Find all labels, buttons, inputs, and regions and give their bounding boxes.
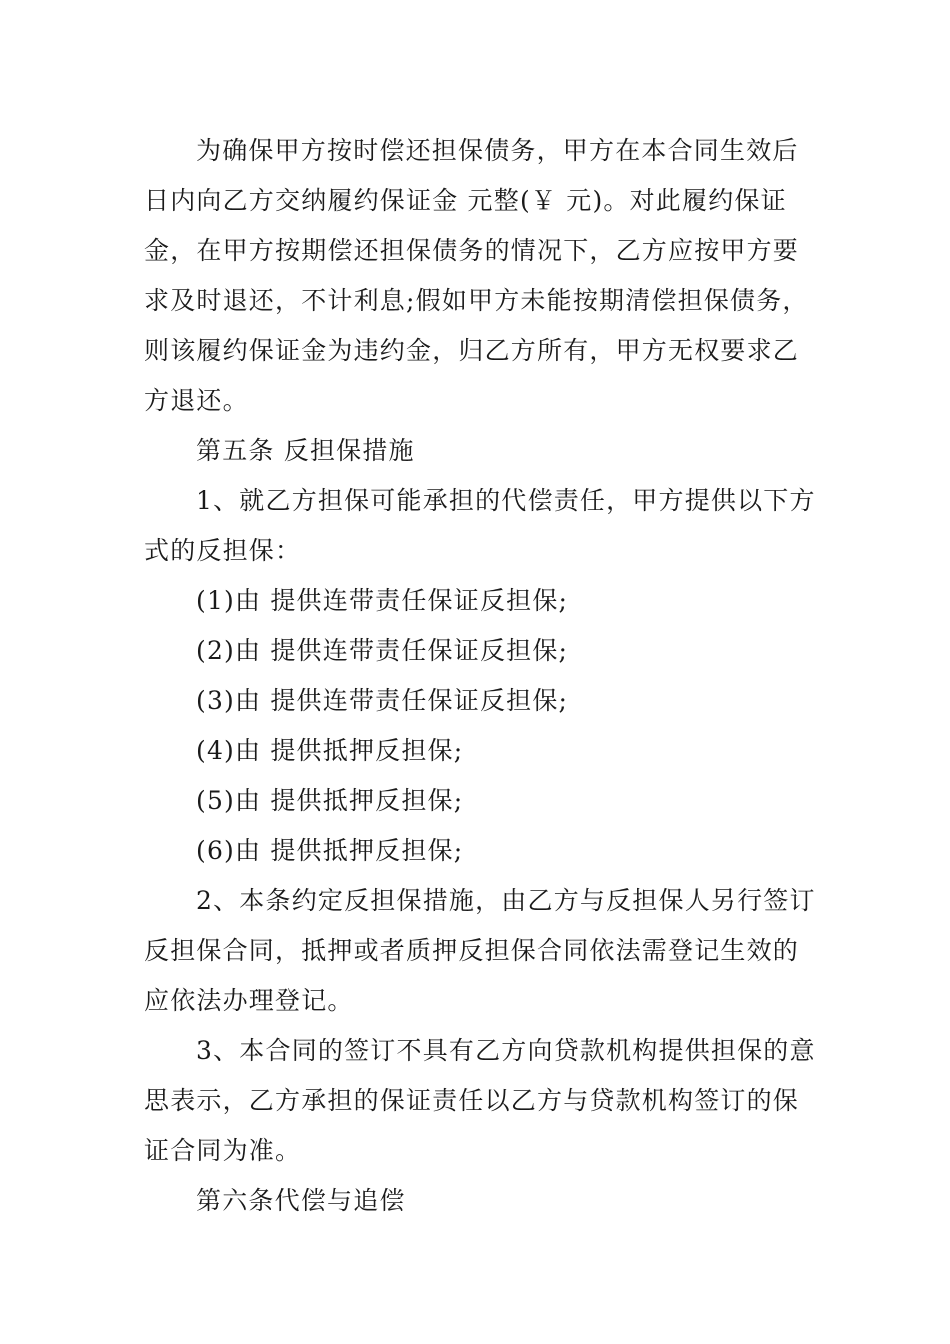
paragraph-line: 证合同为准。: [144, 1136, 302, 1165]
paragraph-line: 求及时退还，不计利息;假如甲方未能按期清偿担保债务，: [144, 286, 809, 315]
list-item: (5)由 提供抵押反担保;: [196, 786, 464, 815]
paragraph-line: 2、本条约定反担保措施，由乙方与反担保人另行签订: [196, 886, 816, 915]
paragraph-line: 为确保甲方按时偿还担保债务，甲方在本合同生效后: [196, 136, 799, 165]
list-item: (1)由 提供连带责任保证反担保;: [196, 586, 569, 615]
list-item: (2)由 提供连带责任保证反担保;: [196, 636, 569, 665]
paragraph-line: 应依法办理登记。: [144, 986, 354, 1015]
paragraph-line: 金，在甲方按期偿还担保债务的情况下，乙方应按甲方要: [144, 236, 800, 265]
paragraph-line: 思表示，乙方承担的保证责任以乙方与贷款机构签订的保: [144, 1086, 800, 1115]
section-heading: 第五条 反担保措施: [196, 436, 415, 465]
paragraph-line: 式的反担保：: [144, 536, 302, 565]
paragraph-line: 方退还。: [144, 386, 249, 415]
paragraph-line: 则该履约保证金为违约金，归乙方所有，甲方无权要求乙: [144, 336, 800, 365]
paragraph-line: 反担保合同，抵押或者质押反担保合同依法需登记生效的: [144, 936, 800, 965]
paragraph-line: 3、本合同的签订不具有乙方向贷款机构提供担保的意: [196, 1036, 816, 1065]
paragraph-line: 日内向乙方交纳履约保证金 元整(￥ 元)。对此履约保证: [144, 186, 787, 215]
list-item: (3)由 提供连带责任保证反担保;: [196, 686, 569, 715]
list-item: (4)由 提供抵押反担保;: [196, 736, 464, 765]
section-heading: 第六条代偿与追偿: [196, 1186, 406, 1215]
list-item: (6)由 提供抵押反担保;: [196, 836, 464, 865]
paragraph-line: 1、就乙方担保可能承担的代偿责任，甲方提供以下方: [196, 486, 816, 515]
